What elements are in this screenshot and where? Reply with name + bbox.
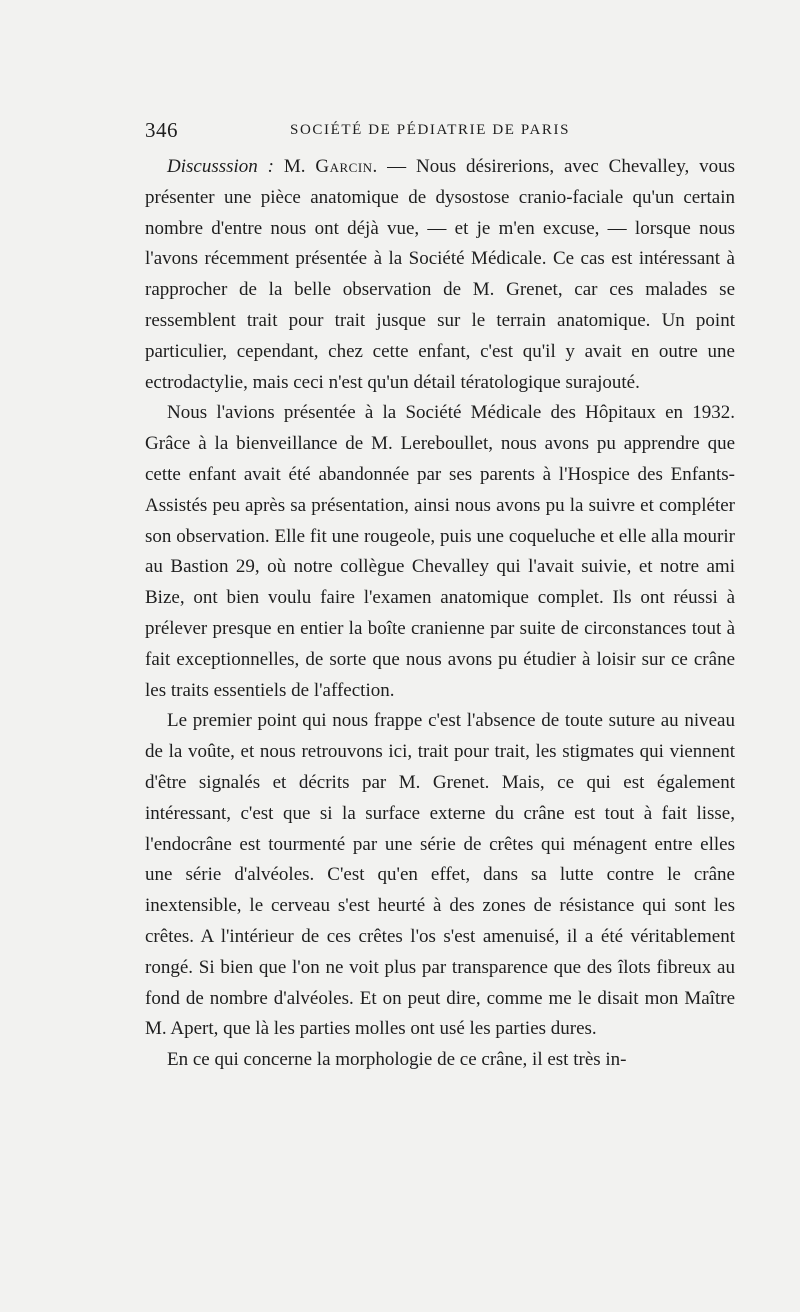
paragraph-3: Le premier point qui nous frappe c'est l'absence de toute suture au niveau de la voûte, et nous retrouvons ici, trait pour trait, les stigmates qui viennent d'être signalés et décrits par M. Grenet. Mais, ce qui est également intéressant, c'est que si la surface externe du crâne est tout à fait lisse, l'endocrâne est tourmenté par une série de crêtes qui ménagent entre elles une série d'alvéoles. C'est qu'en effet, dans sa lutte contre le crâne inextensible, le cerveau s'est heurté à des zones de résistance qui sont les crêtes. A l'intérieur de ces crêtes l'os s'est amenuisé, il a été véritablement rongé. Si bien que l'on ne voit plus par transparence que des îlots fibreux au fond de nombre d'alvéoles. Et on peut dire, comme me le disait mon Maître M. Apert, que là les parties molles ont usé les parties dures. [145,710,735,1040]
paragraph-4: En ce qui concerne la morphologie de ce crâne, il est très in- [167,1049,627,1071]
body-text [145,152,735,1076]
page-header [145,118,737,148]
speaker-name: Garcin [315,156,373,177]
running-title: SOCIÉTÉ DE PÉDIATRIE DE PARIS [290,122,571,138]
paragraph-2: Nous l'avions présentée à la Société Médicale des Hôpitaux en 1932. Grâce à la bienveillance de M. Lereboullet, nous avons pu apprendre que cette enfant avait été abandonnée par ses parents à l'Hospice des Enfants-Assistés peu après sa présentation, ainsi nous avons pu la suivre et compléter son observation. Elle fit une rougeole, puis une coqueluche et elle alla mourir au Bastion 29, où notre collègue Chevalley qui l'avait suivie, et notre ami Bize, ont bien voulu faire l'examen anatomique complet. Ils ont réussi à prélever presque en entier la boîte cranienne par suite de circonstances tout à fait exceptionnelles, de sorte que nous avons pu étudier à loisir sur ce crâne les traits essentiels de l'affection. [145,402,735,701]
discussion-label: Discusssion : [167,156,274,177]
page-number: 346 [145,118,178,142]
speaker-prefix: M. [283,156,316,177]
paragraph-text: . — Nous désirerions, avec Chevalley, vous présenter une pièce anatomique de dysostose cranio-faciale qu'un certain nombre d'entre nous ont déjà vue, — et je m'en excuse, — lorsque nous l'avons récemment présentée à la Société Médicale. Ce cas est intéressant à rapprocher de la belle observation de M. Grenet, car ces malades se ressemblent trait pour trait jusque sur le terrain anatomique. Un point particulier, cependant, chez cette enfant, c'est qu'il y avait en outre une ectrodactylie, mais ceci n'est qu'un détail tératologique surajouté. [145,156,735,393]
paragraph-discussion [145,152,735,398]
